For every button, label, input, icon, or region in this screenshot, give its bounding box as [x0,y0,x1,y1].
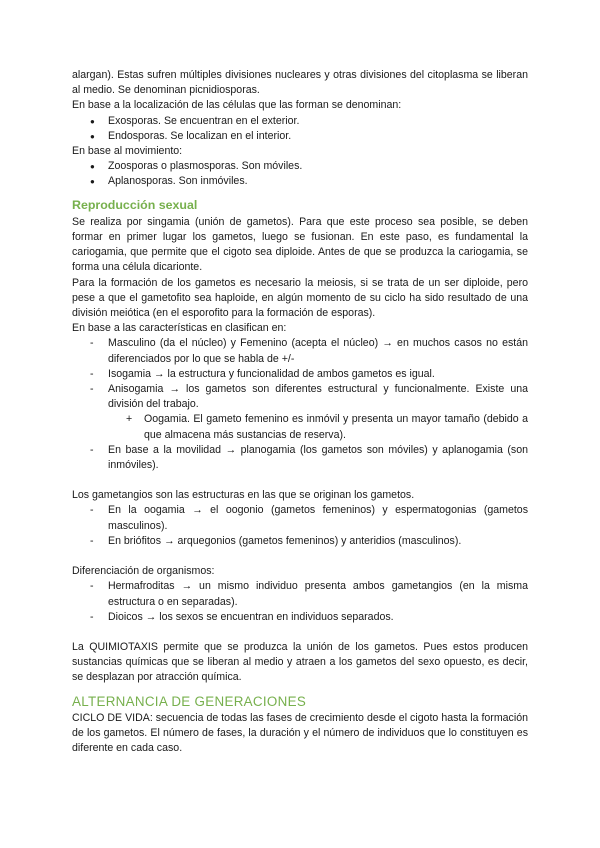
list-item: ● Endosporas. Se localizan en el interior. [72,129,528,144]
oogamia-sublist [108,412,528,442]
list-item: - Isogamia → la estructura y funcionalidad de ambos gametos es igual. [72,367,528,382]
list-item: + Oogamia. El gameto femenino es inmóvil y presenta un mayor tamaño (debido a que almacena más sustancias de reserva). [108,412,528,442]
life-cycle-paragraph: CICLO DE VIDA: secuencia de todas las fases de crecimiento desde el cigoto hasta la formación de los gametos. El número de fases, la duración y el número de individuos que lo constituyen es diferente en cada caso. [72,711,528,755]
list-item: ● Zoosporas o plasmosporas. Son móviles. [72,159,528,174]
list-item: - Hermafroditas → un mismo individuo presenta ambos gametangios (en la misma estructura o en separadas). [72,579,528,609]
section-heading-sexual: Reproducción sexual [72,197,198,212]
gametangia-intro: Los gametangios son las estructuras en las que se originan los gametos. [72,489,415,502]
list-item: - En briófitos → arquegonios (gametos femeninos) y anteridios (masculinos). [72,534,528,549]
differentiation-list [72,579,528,625]
movement-intro: En base al movimiento: [72,145,183,158]
location-list [72,114,528,144]
list-item: - En base a la movilidad → planogamia (los gametos son móviles) y aplanogamia (son inmóviles). [72,443,528,473]
mobility-list [72,443,528,473]
gametangia-list [72,503,528,549]
classification-intro: En base a las características en clasifican en: [72,322,287,335]
list-item: - Dioicos → los sexos se encuentran en individuos separados. [72,610,528,625]
section-heading-alternancia: ALTERNANCIA DE GENERACIONES [72,693,307,709]
classification-list [72,336,528,412]
sexual-paragraph-1: Se realiza por singamia (unión de gametos). Para que este proceso sea posible, se deben formar en primer lugar los gametos, luego se fusionan. En este paso, es fundamental la cariogamia, que permite que el cigoto sea diploide. Antes de que se produzca la cariogamia, se forma una célula dicarionte. [72,215,528,274]
movement-list [72,159,528,189]
intro-paragraph: alargan). Estas sufren múltiples divisiones nucleares y otras divisiones del citoplasma se liberan al medio. Se denominan picnidiosporas. [72,69,528,97]
location-intro: En base a la localización de las células que las forman se denominan: [72,99,402,112]
sexual-paragraph-2: Para la formación de los gametos es necesario la meiosis, si se trata de un ser diploide, pero pese a que el gametofito sea haploide, en algún momento de su ciclo ha sido resultado de una división meiótica (en el esporofito para la formación de esporas). [72,276,528,320]
list-item: ● Aplanosporas. Son inmóviles. [72,174,528,189]
list-item: - Masculino (da el núcleo) y Femenino (acepta el núcleo) → en muchos casos no están diferenciados por lo que se habla de +/- [72,336,528,366]
differentiation-intro: Diferenciación de organismos: [72,565,215,578]
list-item: - Anisogamia → los gametos son diferentes estructural y funcionalmente. Existe una división del trabajo. [72,382,528,412]
chemotaxis-paragraph: La QUIMIOTAXIS permite que se produzca la unión de los gametos. Pues estos producen sustancias químicas que se liberan al medio y atraen a los gametos del sexo opuesto, es decir, se desplazan por atracción química. [72,640,528,684]
list-item: - En la oogamia → el oogonio (gametos femeninos) y espermatogonias (gametos masculinos). [72,503,528,533]
list-item: ● Exosporas. Se encuentran en el exterior. [72,114,528,129]
